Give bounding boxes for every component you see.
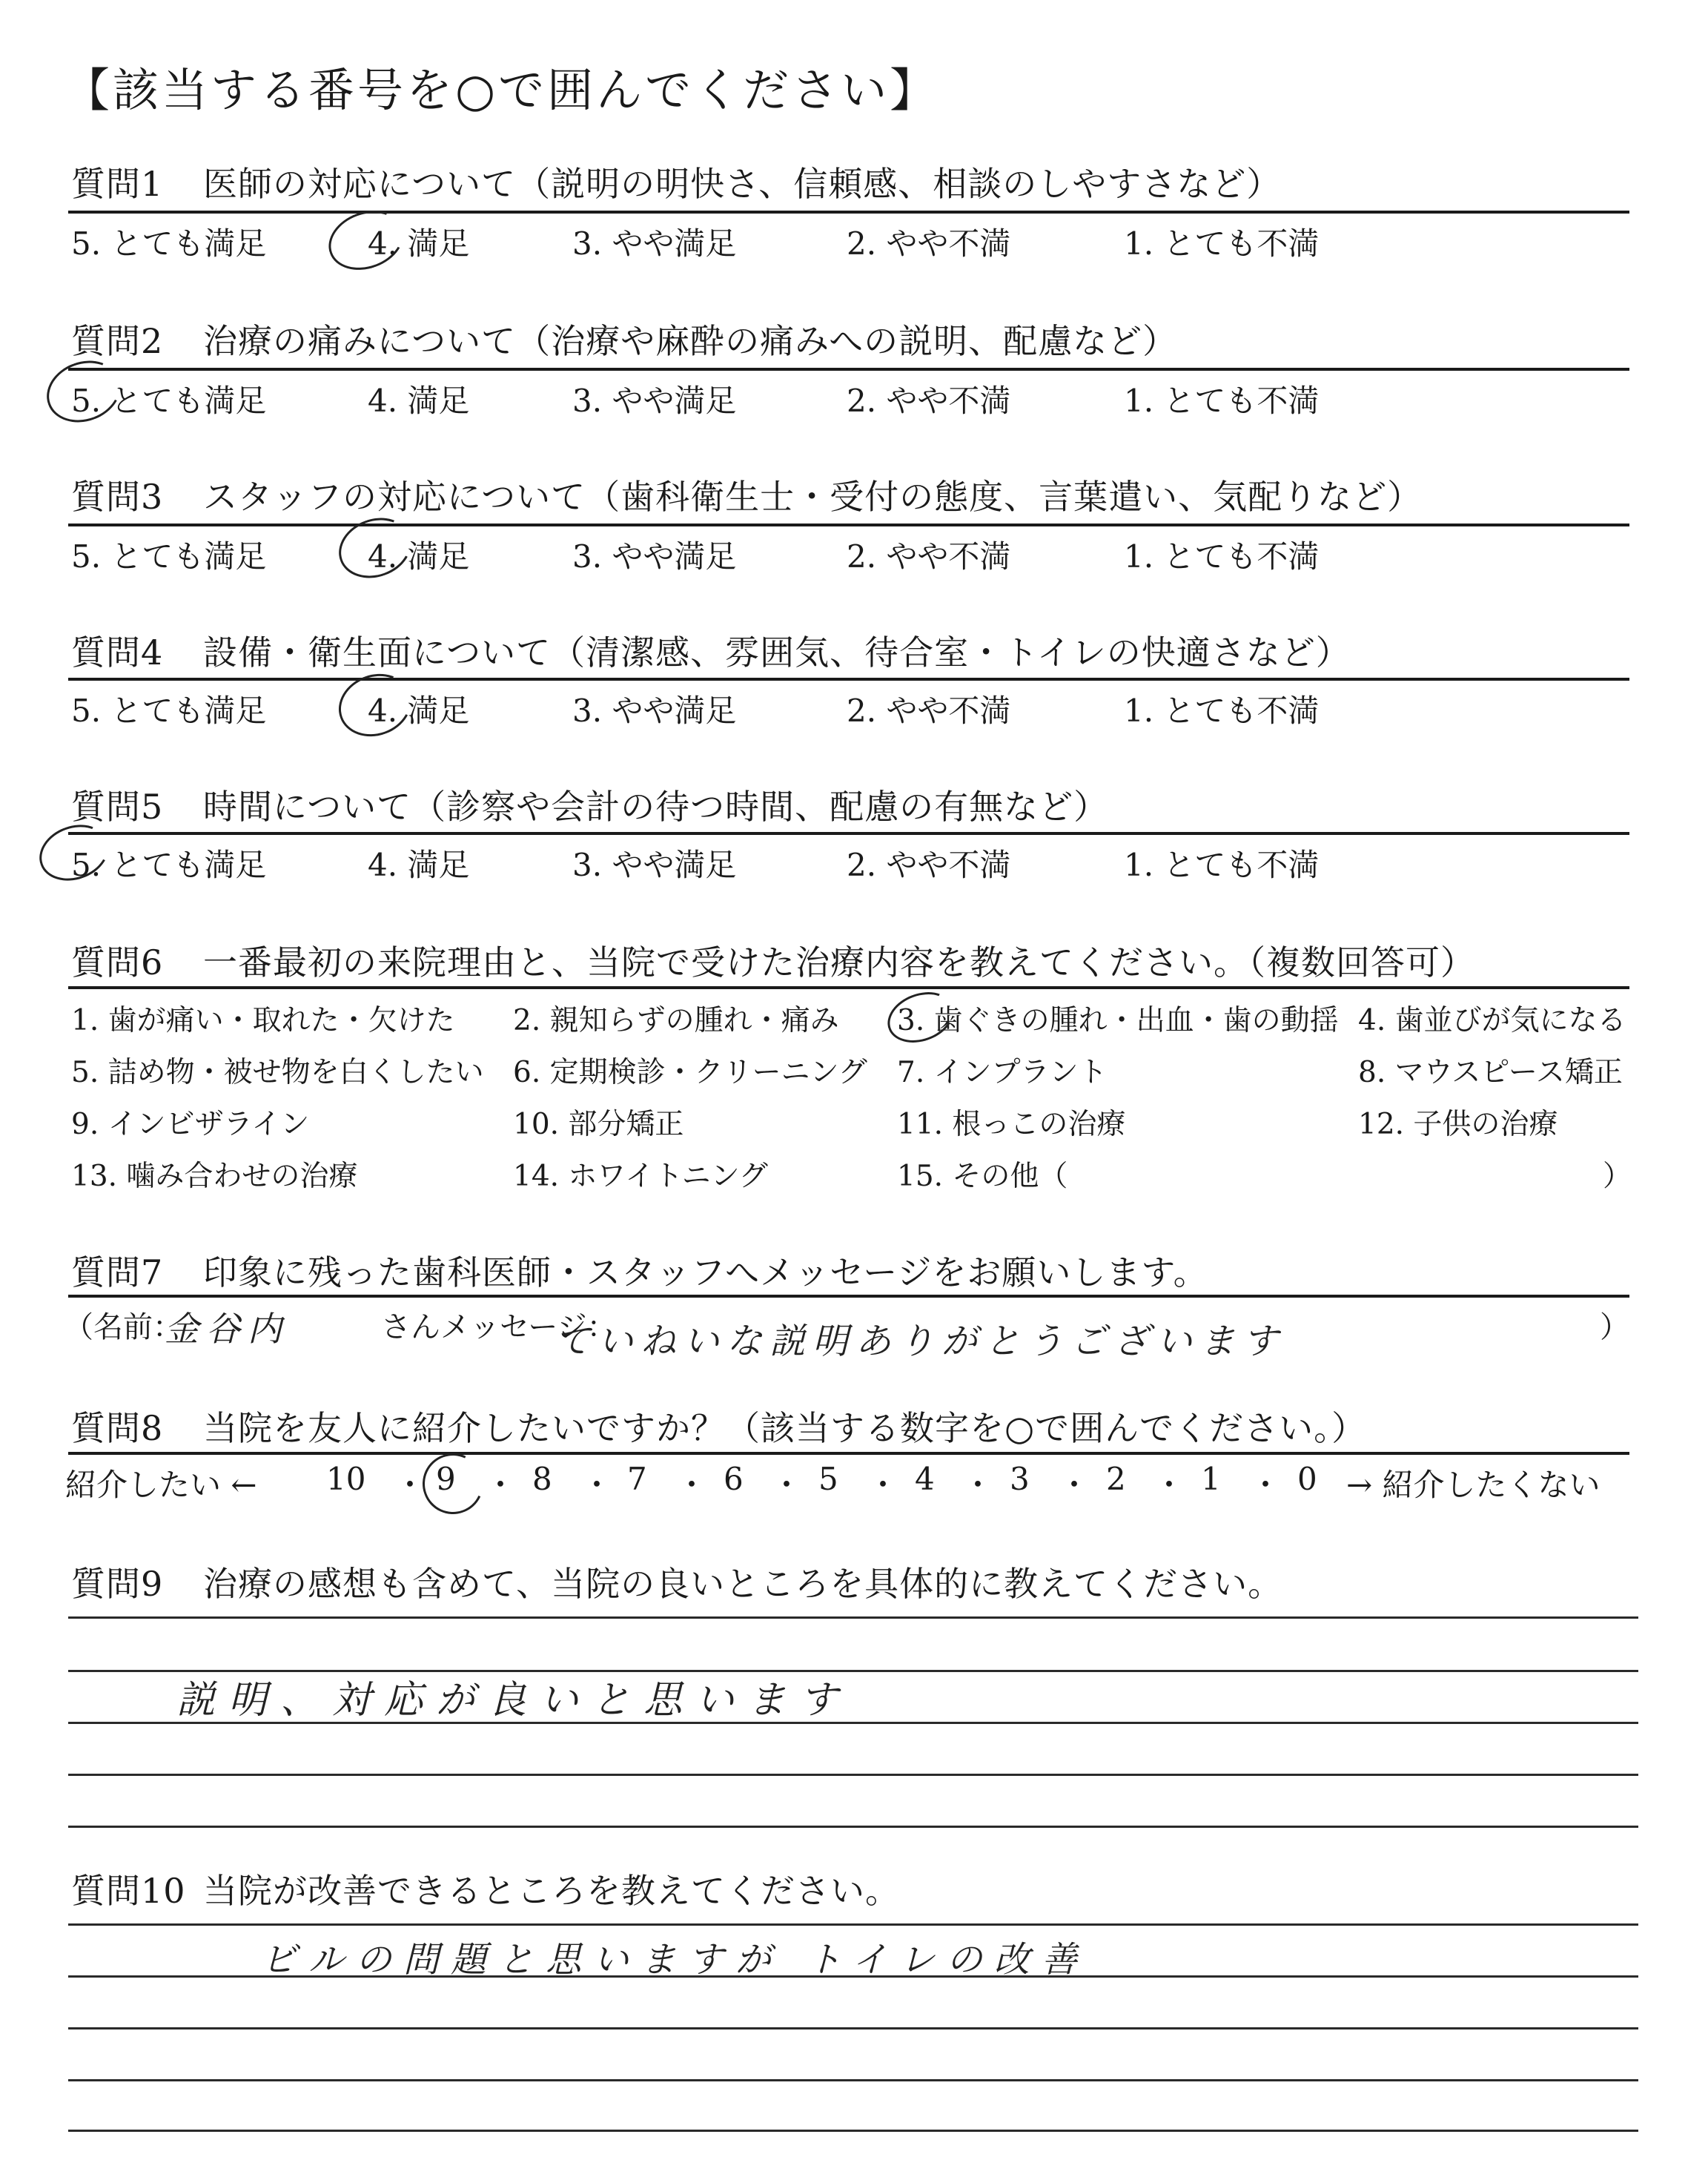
scale-right-label: → 紹介したくない xyxy=(1346,1467,1601,1503)
question-text: 医師の対応について（説明の明快さ、信頼感、相談のしやすさなど） xyxy=(203,164,1282,204)
question-5 xyxy=(71,780,1108,829)
answer-line xyxy=(68,2130,1638,2132)
question-text: 当院が改善できるところを教えてください。 xyxy=(203,1871,900,1911)
treatment-option[interactable]: 9. インビザライン xyxy=(71,1108,310,1141)
divider xyxy=(68,1452,1629,1455)
divider xyxy=(68,368,1629,371)
divider xyxy=(68,986,1629,989)
question-text: 印象に残った歯科医師・スタッフへメッセージをお願いします。 xyxy=(203,1252,1208,1292)
close-paren: ） xyxy=(1600,1310,1629,1344)
scale-value-10[interactable]: 10 xyxy=(326,1461,366,1497)
question-number: 質問4 xyxy=(71,633,164,673)
question-9 xyxy=(71,1557,1282,1606)
recommend-scale xyxy=(65,1461,1644,1505)
treatment-option[interactable]: 2. 親知らずの腫れ・痛み xyxy=(513,1004,839,1037)
question-number: 質問10 xyxy=(71,1871,186,1911)
question-6 xyxy=(71,936,1475,985)
option-4[interactable]: 4. 満足 xyxy=(368,225,470,262)
handwritten-name: 金谷内 xyxy=(165,1309,289,1349)
answer-line xyxy=(68,2027,1638,2029)
question-10 xyxy=(71,1864,900,1913)
selection-circle-q4 xyxy=(330,664,420,746)
question-text: 一番最初の来院理由と、当院で受けた治療内容を教えてください。（複数回答可） xyxy=(203,942,1475,982)
treatment-option[interactable]: 15. その他（ xyxy=(897,1160,1068,1193)
divider xyxy=(68,1295,1629,1298)
option-3[interactable]: 3. やや満足 xyxy=(572,847,737,883)
option-1[interactable]: 1. とても不満 xyxy=(1124,383,1320,419)
divider xyxy=(68,832,1629,835)
option-2[interactable]: 2. やや不満 xyxy=(847,847,1011,883)
close-paren: ） xyxy=(1603,1160,1632,1193)
treatment-option[interactable]: 14. ホワイトニング xyxy=(513,1160,768,1193)
divider xyxy=(68,678,1629,681)
question-text: 当院を友人に紹介したいですか？（該当する数字を○で囲んでください。） xyxy=(203,1408,1367,1448)
option-5[interactable]: 5. とても満足 xyxy=(71,538,267,575)
option-5[interactable]: 5. とても満足 xyxy=(71,847,267,883)
rating-options-q5 xyxy=(71,841,1635,885)
page-title: 【該当する番号を○で囲んでください】 xyxy=(64,63,939,117)
question-text: 時間について（診察や会計の待つ時間、配慮の有無など） xyxy=(203,787,1109,827)
question-2 xyxy=(71,314,1177,363)
scale-separator: ・ xyxy=(771,1467,803,1503)
treatment-option[interactable]: 5. 詰め物・被せ物を白くしたい xyxy=(71,1056,484,1089)
option-1[interactable]: 1. とても不満 xyxy=(1124,538,1320,575)
scale-left-label: 紹介したい ← xyxy=(65,1467,257,1503)
scale-value-5[interactable]: 5 xyxy=(818,1461,838,1497)
option-4[interactable]: 4. 満足 xyxy=(368,693,470,729)
rating-options-q2 xyxy=(71,377,1635,421)
scale-separator: ・ xyxy=(1153,1467,1185,1503)
option-1[interactable]: 1. とても不満 xyxy=(1124,225,1320,262)
treatment-option[interactable]: 11. 根っこの治療 xyxy=(897,1108,1126,1141)
scale-value-7[interactable]: 7 xyxy=(627,1461,647,1497)
scale-separator: ・ xyxy=(867,1467,899,1503)
scale-separator: ・ xyxy=(676,1467,708,1503)
question-8 xyxy=(71,1401,1366,1450)
option-4[interactable]: 4. 満足 xyxy=(368,383,470,419)
option-5[interactable]: 5. とても満足 xyxy=(71,383,267,419)
question-text: 治療の痛みについて（治療や麻酔の痛みへの説明、配慮など） xyxy=(203,321,1178,361)
handwritten-message: ていねいな説明ありがとうございます xyxy=(555,1321,1286,1362)
answer-line xyxy=(68,1616,1638,1619)
scale-value-6[interactable]: 6 xyxy=(724,1461,744,1497)
answer-line xyxy=(68,1774,1638,1776)
option-3[interactable]: 3. やや満足 xyxy=(572,383,737,419)
option-5[interactable]: 5. とても満足 xyxy=(71,225,267,262)
rating-options-q4 xyxy=(71,687,1635,731)
rating-options-q1 xyxy=(71,219,1635,264)
question-1 xyxy=(71,157,1281,206)
answer-line xyxy=(68,2079,1638,2081)
question-text: 設備・衛生面について（清潔感、雰囲気、待合室・トイレの快適さなど） xyxy=(203,633,1351,673)
treatment-option[interactable]: 10. 部分矯正 xyxy=(513,1108,684,1141)
treatment-option[interactable]: 8. マウスピース矯正 xyxy=(1358,1056,1623,1089)
scale-separator: ・ xyxy=(485,1467,517,1503)
option-2[interactable]: 2. やや不満 xyxy=(847,693,1011,729)
scale-separator: ・ xyxy=(1059,1467,1090,1503)
scale-value-8[interactable]: 8 xyxy=(532,1461,552,1497)
handwritten-answer-q9: 説明、対応が良いと思います xyxy=(176,1678,852,1723)
question-text: スタッフの対応について（歯科衛生士・受付の態度、言葉遣い、気配りなど） xyxy=(203,477,1423,517)
question-number: 質問5 xyxy=(71,787,164,827)
question-number: 質問1 xyxy=(71,164,164,204)
option-4[interactable]: 4. 満足 xyxy=(368,538,470,575)
scale-value-3[interactable]: 3 xyxy=(1010,1461,1030,1497)
scale-separator: ・ xyxy=(1250,1467,1282,1503)
scale-value-2[interactable]: 2 xyxy=(1106,1461,1126,1497)
option-3[interactable]: 3. やや満足 xyxy=(572,693,737,729)
option-1[interactable]: 1. とても不満 xyxy=(1124,847,1320,883)
scale-separator: ・ xyxy=(962,1467,994,1503)
scale-value-4[interactable]: 4 xyxy=(915,1461,935,1497)
treatment-option[interactable]: 7. インプラント xyxy=(897,1056,1108,1089)
name-label: （名前： xyxy=(64,1310,182,1344)
question-number: 質問7 xyxy=(71,1252,164,1292)
divider xyxy=(68,524,1629,526)
scale-value-9[interactable]: 9 xyxy=(436,1461,456,1497)
question-number: 質問6 xyxy=(71,942,164,982)
question-3 xyxy=(71,470,1422,519)
option-3[interactable]: 3. やや満足 xyxy=(572,225,737,262)
option-3[interactable]: 3. やや満足 xyxy=(572,538,737,575)
question-number: 質問3 xyxy=(71,477,164,517)
handwritten-answer-q10: ビルの問題と思いますが トイレの改善 xyxy=(261,1939,1089,1981)
option-5[interactable]: 5. とても満足 xyxy=(71,693,267,729)
scale-separator: ・ xyxy=(581,1467,613,1503)
answer-line xyxy=(68,1923,1638,1926)
question-number: 質問9 xyxy=(71,1564,164,1604)
san-message-label: さんメッセージ： xyxy=(381,1310,617,1344)
scale-separator: ・ xyxy=(394,1467,426,1503)
option-2[interactable]: 2. やや不満 xyxy=(847,538,1011,575)
treatment-option[interactable]: 1. 歯が痛い・取れた・欠けた xyxy=(71,1004,455,1037)
divider xyxy=(68,211,1629,214)
treatment-options xyxy=(71,997,1635,1220)
option-2[interactable]: 2. やや不満 xyxy=(847,225,1011,262)
treatment-option[interactable]: 6. 定期検診・クリーニング xyxy=(513,1056,867,1089)
scale-value-1[interactable]: 1 xyxy=(1201,1461,1221,1497)
option-1[interactable]: 1. とても不満 xyxy=(1124,693,1320,729)
scale-value-0[interactable]: 0 xyxy=(1297,1461,1317,1497)
selection-circle-q8 xyxy=(414,1444,491,1522)
option-2[interactable]: 2. やや不満 xyxy=(847,383,1011,419)
treatment-option[interactable]: 12. 子供の治療 xyxy=(1358,1108,1558,1141)
answer-line xyxy=(68,1826,1638,1828)
question-4 xyxy=(71,626,1351,675)
treatment-option[interactable]: 13. 噛み合わせの治療 xyxy=(71,1160,358,1193)
treatment-option[interactable]: 3. 歯ぐきの腫れ・出血・歯の動揺 xyxy=(897,1004,1339,1037)
option-4[interactable]: 4. 満足 xyxy=(368,847,470,883)
question-text: 治療の感想も含めて、当院の良いところを具体的に教えてください。 xyxy=(203,1564,1283,1604)
question-number: 質問8 xyxy=(71,1408,164,1448)
treatment-option[interactable]: 4. 歯並びが気になる xyxy=(1358,1004,1626,1037)
rating-options-q3 xyxy=(71,532,1635,577)
question-number: 質問2 xyxy=(71,321,164,361)
question-7 xyxy=(71,1246,1208,1295)
